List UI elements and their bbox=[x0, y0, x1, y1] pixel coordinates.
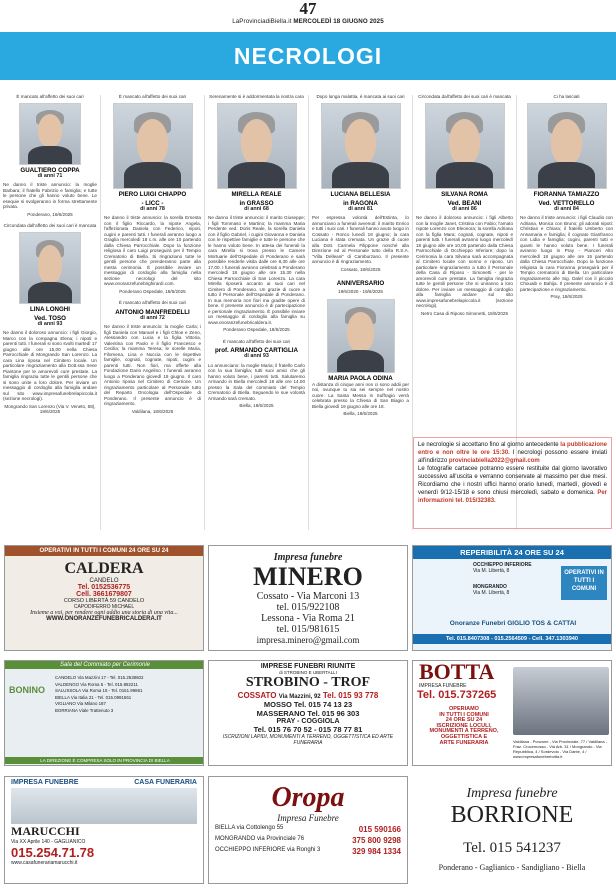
obit-column-1 bbox=[0, 88, 100, 528]
obit-intro: Dopo lunga malattia, è mancata ai suoi cari bbox=[316, 94, 405, 99]
ad-botta-sub: IMPRESA FUNEBRE bbox=[419, 683, 467, 689]
obit-name: GUALTIERO COPPA bbox=[20, 166, 80, 174]
obit-name-2: Ved. VETTORELLO bbox=[538, 199, 595, 207]
notice-line: Le fotografie cartacee potranno essere restituite dal giorno lavorativo successivo all'uscita e verranno conservate al massimo per due mesi. Ricordiamo che i nostri uffici hanno orario lunedì, martedì, giovedì e venerdì 9/12-15/18 e sono chiusi mercoledì, sabato e domenica. bbox=[418, 466, 607, 496]
notice-deadline: la pubblicazione entro e non oltre le ore 15:30. bbox=[418, 442, 607, 456]
ad-strobino-pray-tel: Tel. 015 76 70 52 - 015 78 77 81 bbox=[253, 725, 363, 734]
obit-age: di anni 86 bbox=[452, 205, 477, 212]
obit-name-2: - LICC - bbox=[141, 199, 164, 207]
ad-oropa-sub: Impresa Funebre bbox=[277, 813, 339, 823]
obit-age: di anni 84 bbox=[554, 205, 579, 212]
ad-strobino-pray: PRAY - COGGIOLA bbox=[276, 718, 340, 725]
ad-bonino-bottom: LA DIREZIONE È COMPRESA SOLO IN PROVINCIA DI BIELLA bbox=[5, 757, 204, 764]
obit-signature: Ponderano Ospedale, 18/6/2025 bbox=[119, 288, 186, 294]
anniversary-dates: 19/6/2020 - 19/6/2025 bbox=[338, 289, 383, 294]
notice-phone: Per informazioni tel. 015/32383. bbox=[418, 490, 607, 504]
ad-bonino-name: BONINO bbox=[9, 685, 45, 695]
obit-signature: Pray, 18/6/2025 bbox=[550, 294, 583, 299]
obit-intro: È mancato all'affetto dei suoi cari bbox=[118, 94, 187, 99]
obit-name: prof. ARMANDO CARTIGLIA bbox=[215, 347, 298, 354]
ad-botta-addr: Valdilana - Ponzone - Via Provinciale, 77 / Valdilana - Fraz. Crocemosso - Via Arb. 31 / Mongrando - Via Repubblica, 4 / Sordevolo - Via Dante, 4 / www.impresafunebrebotta.it bbox=[513, 739, 608, 759]
obit-text: A distanza di cinque anni non ci sono addii per noi, ovunque tu sia sei sempre nel nostro cuore. La Santa Messa in Suffragio verrà celebrata presso la Chiesa di San Biagio a Biella giovedì 19 giugno alle ore 18. bbox=[312, 381, 409, 409]
ad-bonino-hdr: Sala del Commiato per Cerimonie bbox=[5, 661, 204, 669]
ad-marucchi-web: www.casafunerariamarucchi.it bbox=[11, 860, 78, 866]
masthead-date: MERCOLEDÌ 18 GIUGNO 2025 bbox=[293, 18, 384, 25]
ad-minero-kind: Impresa funebre bbox=[273, 552, 343, 563]
obit-photo bbox=[527, 103, 607, 189]
obit-photo bbox=[113, 103, 193, 189]
obit-text: Ne danno il doloroso annuncio: i figli Alberto con la moglie Janet, Cristina con Fabio; l'amato nipote Lorenzo con Eleonora; la sorella Adriana con la figlia Mara; cognati, cognate, nipoti e parenti tutti. I funerali avranno luogo mercoledì 18 giugno alle ore 10,00 partendo dalla Chiesa Parrocchiale di Occhieppo Inferiore; dopo la Cerimonia la cara Silvana sarà accompagnata al Cimitero locale con sonno e riposo. Un particolare ringraziamento a tutto il Personale della Casa di Riposo - Simonetti - per le amorevoli cure prestate. La famiglia ringrazia tutte le gentili persone che si uniranno a loro dolore. Per inviare un messaggio di cordoglio alla famiglia andare sul sito www.impresafunebrelapiccola.it (sezione necrologi). bbox=[416, 215, 513, 308]
obit-name: LUCIANA BELLESIA bbox=[330, 190, 391, 198]
ad-oropa-loc: BIELLA via Cottolengo 55 bbox=[215, 825, 284, 831]
ad-caldera-owner: CAPODIFERRO MICHAEL bbox=[73, 604, 135, 610]
anniversary-label: ANNIVERSARIO bbox=[336, 280, 385, 287]
ad-giglio-top: REPERIBILITÀ 24 ORE SU 24 bbox=[413, 546, 611, 559]
ad-botta-name: BOTTA bbox=[419, 660, 495, 684]
ad-marucchi-t1: IMPRESA FUNEBRE bbox=[11, 779, 79, 786]
ad-caldera-top: OPERATIVI IN TUTTI I COMUNI 24 ORE SU 24 bbox=[5, 546, 203, 556]
obit-column-6 bbox=[517, 88, 616, 432]
obit-column-3 bbox=[205, 88, 308, 528]
obit-signature: Ponderano, 18/6/2025 bbox=[27, 211, 73, 217]
ad-borrione bbox=[412, 776, 612, 884]
obit-column-5 bbox=[413, 88, 516, 432]
obit-text: Ne danno il triste annuncio: la sorella Ernesta con il figlio Riccardo, la nipote Angela, l'affezionata Daniela con Federico, nipoti, cugini e parenti tutti. I funerali avranno luogo a Graglia mercoledì 18 c.m. alle ore 10 partendo dalla Chiesa Parrocchiale. Dopo la funzione religiosa il caro Luigi proseguirà per il Tempio Crematorio di Biella. Si ringraziano tutte le gentili persone che prenderanno parte alla mesta cerimonia. È possibile inviare un messaggio di cordoglio alla famiglia nella sezione necrologi del sito www.onoranzefunebrighirardi.com. bbox=[104, 215, 201, 286]
obit-intro: È mancato all'affetto dei suoi cari bbox=[222, 338, 291, 344]
ad-marucchi-name: MARUCCHI bbox=[11, 824, 80, 838]
ad-oropa-tel: 329 984 1334 bbox=[352, 847, 401, 856]
obit-photo bbox=[425, 103, 505, 189]
ad-bonino-line: SALUSSOLA Via Roma 15 - Tel. 0161.99861 bbox=[55, 688, 143, 693]
ad-borrione-kind: Impresa funebre bbox=[466, 786, 558, 801]
ad-borrione-tel: Tel. 015 541237 bbox=[463, 840, 561, 856]
obit-column-2 bbox=[101, 88, 204, 528]
ad-borrione-name: BORRIONE bbox=[450, 802, 574, 828]
ad-botta-line: OGGETTISTICA E bbox=[440, 733, 488, 740]
ad-botta-line: 24 ORE SU 24 bbox=[445, 717, 483, 724]
obit-age: di anni 71 bbox=[37, 172, 63, 179]
ad-oropa-tel: 015 590166 bbox=[358, 825, 401, 834]
ad-strobino-bottom: ISCRIZIONI LAPIDI, MONUMENTI A TERRENO, OGGETTISTICA ED ARTE FUNERARIA bbox=[222, 734, 394, 746]
obit-text: Ne danno il triste annuncio: la moglie Barbara; il fratello Fabrizio e famiglia; e tutte le persone che gli hanno voluto bene. Le esequie si svolgeranno in forma strettamente privata. bbox=[3, 182, 97, 209]
obit-text: Ne danno il triste annuncio: la moglie Carla; i figli Daniela con Manuel e i figli Chloe e Zeno, Alessandro con Lucia e la figlia Vittoria, Valentina con Paolo e il figlio Francesco e Cecilia; la mamma Teresa; le sorelle Maria, Filomena, Lina e Nuccia con le rispettive famiglie, cognati, cognate, nipoti, cugini e parenti tutti. Non fiori, ma offerte alla Fondazione Dario Angelino. I funerali avranno luogo a Ponderano giovedì 19 giugno. Il caro Antonio riposa nel Cimitero di Cerrione. Un ringraziamento particolare al Personale tutto del Reparto Oncologia dell'Ospedale di Ponderano. Il presente annuncio è di ringraziamento. bbox=[104, 324, 201, 406]
ad-bonino-line: VIGLIANO Via Milano 187 bbox=[55, 701, 106, 706]
obit-text: Lo annunciano: la moglie Maria; il fratello Carlo con la sua famiglia; tutti suoi amici che gli hanno voluto bene, i parenti tutti. Salutaremo Armando in Biella mercoledì 18 alle ore 14.00 presso la Sala del commiato del Tempio Crematorio di Biella. Seguendo le sue volontà Armando sarà cremato. bbox=[208, 362, 305, 401]
obit-signature: Biella, 18/6/2025 bbox=[343, 411, 378, 416]
obit-intro: Ci ha lasciati bbox=[553, 94, 580, 99]
obit-age: di anni 81 bbox=[348, 205, 373, 212]
ad-botta-tel: Tel. 015.737265 bbox=[417, 689, 497, 701]
ad-strobino-name: STROBINO - TROF bbox=[245, 675, 371, 690]
ad-botta-line: IN TUTTI I COMUNI bbox=[439, 711, 489, 718]
ad-minero-line: Lessona - Via Roma 21 bbox=[261, 613, 355, 624]
ad-marucchi bbox=[4, 776, 204, 884]
ad-caldera-addr: CORSO LIBERTÀ 59 CANDELO bbox=[63, 598, 145, 604]
ad-marucchi-addr: Via XX Aprile 140 - GAGLIANICO bbox=[11, 839, 86, 845]
ad-botta bbox=[412, 660, 612, 766]
obit-signature: Netro Casa di Riposo Simonetti, 18/6/2025 bbox=[420, 310, 509, 316]
page-number: 47 bbox=[299, 0, 317, 18]
obit-name: FIORANNA TAMIAZZO bbox=[533, 190, 600, 198]
ad-giglio-loc: OCCHIEPPO INFERIORE bbox=[473, 562, 532, 568]
obit-intro: È mancato all'affetto dei suoi cari bbox=[16, 94, 84, 99]
obit-name-2: in RAGONA bbox=[343, 199, 378, 207]
ad-caldera-cell: Cell. 3661679807 bbox=[76, 591, 132, 598]
obit-photo bbox=[217, 103, 297, 189]
ad-minero-line: Cossato - Via Marconi 13 bbox=[256, 591, 360, 602]
ad-caldera-tel: Tel. 0152536775 bbox=[77, 584, 131, 591]
obit-name-2: Ved. BEANI bbox=[447, 199, 482, 207]
obit-age: di anni 93 bbox=[37, 320, 63, 327]
ad-marucchi-t2: CASA FUNERARIA bbox=[134, 779, 197, 786]
ad-strobino-mosso: MOSSO Tel. 015 74 13 23 bbox=[263, 700, 353, 709]
ad-giglio-loc: MONGRANDO bbox=[473, 584, 507, 590]
notice-line: Le necrologie si accettano fino al giorno antecedente bbox=[418, 442, 559, 448]
ad-caldera-motto: Insieme a voi, per rendere ogni addio una storia di una vita... bbox=[30, 610, 178, 616]
notice-line: I necrologi possono essere inviati all'indirizzo bbox=[418, 450, 607, 464]
ad-caldera bbox=[4, 545, 204, 651]
ad-strobino-masserano: MASSERANO Tel. 015 96 303 bbox=[256, 709, 360, 718]
obit-column-4 bbox=[309, 88, 412, 528]
ad-caldera-name: CALDERA bbox=[64, 560, 144, 577]
ad-giglio-tel: Tel. 015.8407308 - 015.2564509 - Cell. 347.1303940 bbox=[413, 634, 611, 644]
masthead bbox=[0, 18, 616, 25]
ad-strobino-cossato-tel: Tel. 015 93 778 bbox=[322, 691, 379, 700]
obit-age: di anni 78 bbox=[140, 205, 165, 212]
submission-notice bbox=[413, 437, 612, 529]
obit-signature: Valdilana, 18/6/2025 bbox=[131, 408, 174, 414]
ad-minero-line: tel. 015/981615 bbox=[276, 624, 340, 635]
obit-name: MIRELLA REALE bbox=[231, 190, 282, 198]
obit-text: Ne danno il doloroso annuncio: i figli Giorgio, Marco con la compagna Elena; i nipoti e parenti tutti. I funerali si sono svolti martedì 17 giugno alle ore 15,00 nella Chiesa Parrocchiale di Mongrando San Lorenzo. La cara Lina riposa nel Cimitero locale. Un particolare ringraziamento alla Dott.ssa Irene Piantone per le amorevoli cure prestate. La famiglia ringrazia tutte le gentili persone che si sono unite a loro dolore. Per inviare un messaggio di cordoglio alla famiglia andare sul sito www.impresafunebrelapiccola.it (sezione necrologi). bbox=[3, 330, 97, 401]
ad-bonino-line: BIELLA Via Italia 21 - Tel. 015.0991561 bbox=[55, 694, 132, 700]
obit-intro: Circondata dall'affetto dei suoi cari è mancata bbox=[3, 223, 97, 228]
obit-photo bbox=[327, 299, 395, 373]
ad-caldera-web: WWW.ONORANZEFUNEBRICALDERA.IT bbox=[46, 616, 162, 622]
ad-botta-line: ARTE FUNERARIA bbox=[439, 739, 489, 746]
ad-strobino-cossato: COSSATO bbox=[237, 691, 277, 700]
ad-bonino-line: CANDELO Via Mazzini 17 - Tel. 015.2538602 bbox=[55, 675, 144, 680]
ad-caldera-sub: CANDELO bbox=[89, 578, 119, 584]
obit-name: ANTONIO MANFREDELLI bbox=[115, 308, 190, 316]
obit-name: MARIA PAOLA ODINA bbox=[328, 374, 393, 382]
obit-name: PIERO LUIGI CHIAPPO bbox=[118, 190, 187, 198]
ad-minero bbox=[208, 545, 408, 651]
obit-signature: Mongrando San Lorenzo (Via V. Veneto, 58), 18/6/2025 bbox=[4, 403, 96, 414]
obit-signature: Ponderano Ospedale, 18/6/2025 bbox=[223, 327, 290, 332]
ad-minero-name: MINERO bbox=[253, 562, 363, 591]
ad-oropa-name: Oropa bbox=[271, 782, 345, 813]
section-banner: NECROLOGI bbox=[0, 32, 616, 80]
ad-oropa-tel: 375 800 9298 bbox=[352, 836, 401, 845]
ad-botta-line: MONUMENTI A TERRENO, bbox=[429, 728, 499, 735]
ad-giglio-addr: Via M. Libertà, 8 bbox=[473, 568, 510, 574]
obit-intro: Circondata dall'affetto dei suoi cari è mancata bbox=[418, 94, 511, 99]
obit-photo bbox=[19, 232, 81, 304]
ad-strobino-cossato-addr: Via Mazzini, 92 bbox=[278, 694, 321, 700]
ad-giglio-badge: OPERATIVI IN TUTTI I COMUNI bbox=[561, 566, 607, 600]
ad-bonino bbox=[4, 660, 204, 766]
ad-strobino bbox=[208, 660, 408, 766]
obit-text: Per espressa volontà dell'Estinta, lo annunciano a funerali avvenuti: il marito Enrico e tutti i suoi cari. I funerali hanno avuto luogo in Cossato - Ronco lunedì 16 giugno; la cara Luciana è stata cremata. Un grazie di cuore alla Dott. Carmela Filippone nonché alla Direzione ed al Personale tutto della R.S.A. "Villa Delleani" di Camburzano. Il presente annuncio è di ringraziamento. bbox=[312, 215, 409, 264]
ad-oropa bbox=[208, 776, 408, 884]
notice-email: provinciabiella2022@gmail.com bbox=[448, 458, 540, 464]
ad-giglio-name: Onoranze Funebri GIGLIO TOS & CATTAI bbox=[449, 620, 577, 627]
obit-age: di anni 93 bbox=[244, 353, 269, 359]
obit-text: Ne danno il triste annuncio: i figli Claudio con Adriana, Monica con Bruno; gli adorati nipoti: Christian e Chiara; il fratello Umberto con Annamaria e famiglia; il cognato Gianfranco con Lidia e famiglia; cugini, parenti tutti e quanti le hanno voluto bene. I funerali avranno luogo in Pray - Pianceri Alto mercoledì 18 giugno alle ore 15 partendo dalla Chiesa Parrocchiale. Dopo la funzione religiosa la cara Fioranna proseguirà per il Tempio crematorio di Biella. Un particolare ringraziamento alle Sig. Dalel con il piccolo Chouaib e Bahija. Il presente annuncio è di partecipazione e ringraziamento. bbox=[520, 215, 613, 292]
obit-name-2: in GRASSO bbox=[239, 199, 274, 207]
ad-minero-line: tel. 015/922108 bbox=[276, 602, 340, 613]
ad-oropa-loc: MONGRANDO via Provinciale 76 bbox=[215, 836, 305, 842]
obit-name-2: Ved. TOSO bbox=[34, 314, 66, 322]
ad-strobino-top2: di STROBINO E UBERTALLI bbox=[279, 670, 337, 675]
obit-name: LINA LONGHI bbox=[30, 305, 70, 313]
masthead-site: LaProvinciadiBiella.it bbox=[232, 18, 292, 25]
ad-oropa-loc: OCCHIEPPO INFERIORE via Ronghi 3 bbox=[215, 847, 321, 853]
obit-name: SILVANA ROMA bbox=[441, 190, 488, 198]
ad-botta-line: ISCRIZIONE LOCULI, bbox=[436, 722, 492, 729]
obit-signature: Cossato, 18/6/2025 bbox=[340, 266, 381, 272]
obit-age: di anni 72 bbox=[140, 314, 165, 321]
ad-giglio-addr: Via M. Libertà, 8 bbox=[473, 590, 510, 596]
ad-strobino-top: IMPRESE FUNEBRI RIUNITE bbox=[260, 663, 356, 670]
ad-giglio-tos bbox=[412, 545, 612, 651]
ad-marucchi-tel: 015.254.71.78 bbox=[11, 845, 95, 860]
obit-photo bbox=[19, 103, 81, 165]
obit-photo bbox=[321, 103, 401, 189]
obit-intro: È mancato all'affetto dei suoi cari bbox=[118, 300, 187, 305]
ad-bonino-line: VALDENGO Via Roma 5 - Tel. 015.882211 bbox=[55, 681, 138, 687]
obit-text: Ne danno il triste annuncio: il marito Giuseppe; i figli Tommaso e Martino; la mamma Maria Perdente ved. Doris Reale, la sorella Daniela con il figlio Gabriel, i cugini Giovanna e Daniela con le rispettive famiglie e tutte le persone che le hanno voluto bene. In attesa dei funerali la cara Mirella si trova presso le Camere Mortuarie dell'Ospedale di Ponderano e sarà possibile renderle visita dalle ore 8,30 alle ore 17,00. I funerali avranno celebrati a Ponderano mercoledì 18 giugno alle ore 15.30 nella Chiesa Parrocchiale di San Lorenzo. La cara Mirella riposerà accanto ai suoi cari nel Cimitero di Ponderano. Un grazie di cuore a tutto il Personale dell'Ospedale di Ponderano. In sua memoria non fiori ma gradite opere di bene. Il presente annuncio è di partecipazione e personale ringraziamento. È possibile inviare un messaggio di cordoglio alla famiglia su www.onoranzefunebricaldera.it. bbox=[208, 215, 305, 325]
obit-age: di anni 68 bbox=[244, 205, 269, 212]
ad-borrione-addr: Ponderano - Gaglianico - Sandigliano - Biella bbox=[438, 863, 586, 872]
ad-minero-email: impresa.minero@gmail.com bbox=[256, 635, 360, 645]
obit-signature: Biella, 18/6/2025 bbox=[239, 403, 274, 408]
ad-botta-line: OPERIAMO bbox=[449, 706, 479, 712]
ad-bonino-line: BORRIANA Viale Trattenuto 3 bbox=[55, 707, 114, 713]
obit-intro: Serenamente si è addormentata la nostra cara bbox=[209, 94, 304, 99]
